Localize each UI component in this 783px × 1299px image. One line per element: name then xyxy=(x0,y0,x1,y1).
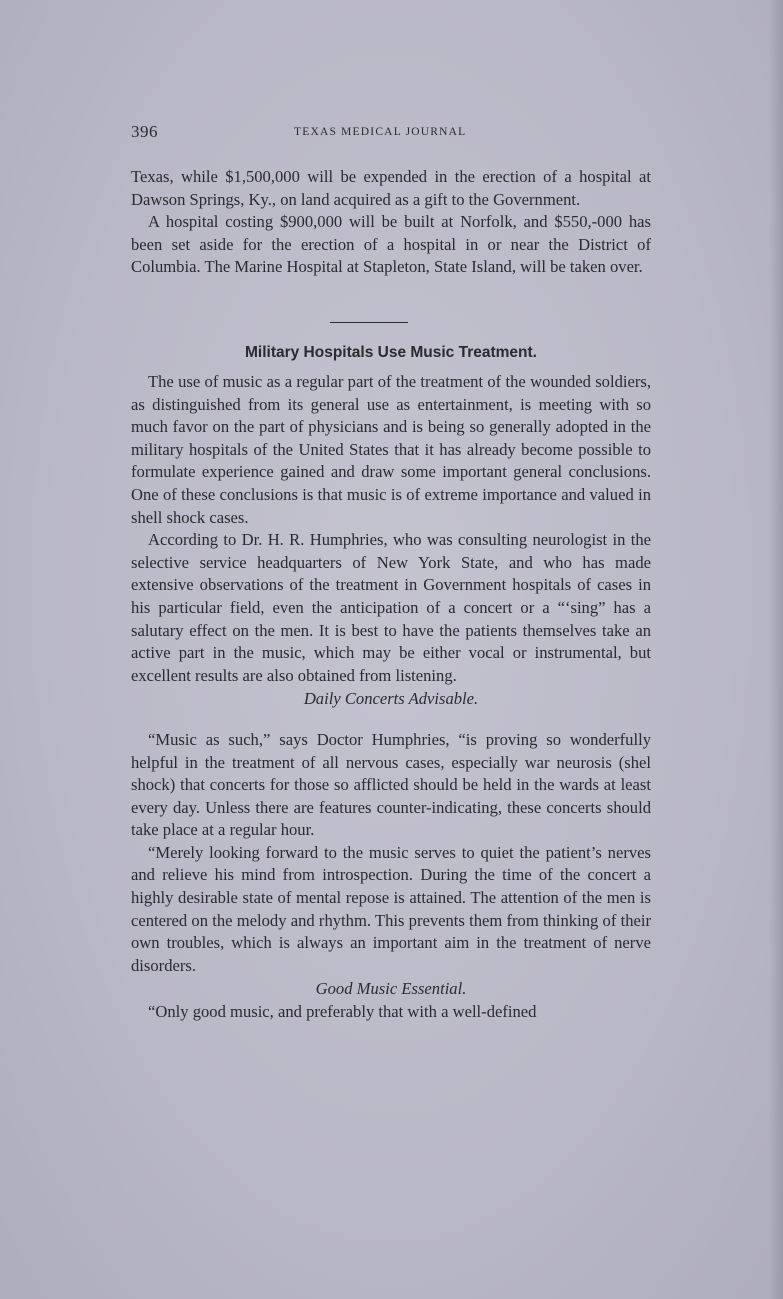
article-paragraph: “Merely looking forward to the music serves to quiet the patient’s nerves and relieve his mind from introspection. During the time of the concert a highly desirable state of mental repose is attained. The attention of the men is centered on the melody and rhythm. This prevents them from thinking of their own troubles, which is always an important aim in the treatment of nerve disorders. xyxy=(131,842,651,975)
intro-paragraph: A hospital costing $900,000 will be built at Norfolk, and $550,-000 has been set aside for the erection of a hospital in or near the District of Columbia. The Marine Hospital at Stapleton, State Island, will be taken over. xyxy=(131,212,651,277)
article-paragraph: The use of music as a regular part of the treatment of the wounded soldiers, as distinguished from its general use as entertainment, is meeting with so much favor on the part of physicians and is being so generally adopted in the military hospitals of the United States that it has already become possible to formulate experience gained and draw some important general conclusions. One of these conclusions is that music is of extreme importance and valued in shell shock cases. xyxy=(131,372,651,527)
page-header xyxy=(131,122,651,142)
intro-paragraph: Texas, while $1,500,000 will be expended in the erection of a hospital at Dawson Springs, Ky., on land acquired as a gift to the Government. xyxy=(131,167,651,209)
section-divider xyxy=(330,322,408,323)
page-number: 396 xyxy=(131,122,158,141)
journal-running-head: TEXAS MEDICAL JOURNAL xyxy=(294,126,467,138)
article-body xyxy=(131,371,651,1024)
page-edge-shadow xyxy=(769,0,783,1299)
subheading-daily-concerts: Daily Concerts Advisable. xyxy=(303,689,479,709)
article-paragraph: According to Dr. H. R. Humphries, who was consulting neurologist in the selective service headquarters of New York State, and who has made extensive observations of the treatment in Government hospitals of cases in his particular field, even the anticipation of a concert or a “‘sing” has a salutary effect on the men. It is best to have the patients themselves take an active part in the music, which may be either vocal or instrumental, but excellent results are also obtained from listening. xyxy=(131,530,651,685)
article-title: Military Hospitals Use Music Treatment. xyxy=(244,344,537,361)
subheading-good-music: Good Music Essential. xyxy=(315,979,467,999)
article-paragraph: “Only good music, and preferably that with a well-defined xyxy=(148,1002,537,1022)
intro-text xyxy=(131,166,651,279)
article-paragraph: “Music as such,” says Doctor Humphries, “is proving so wonderfully helpful in the treatment of all nervous cases, especially war neurosis (shel shock) that concerts for those so afflicted should be held in the wards at least every day. Unless there are features counter-indicating, these concerts should take place at a regular hour. xyxy=(131,729,651,840)
